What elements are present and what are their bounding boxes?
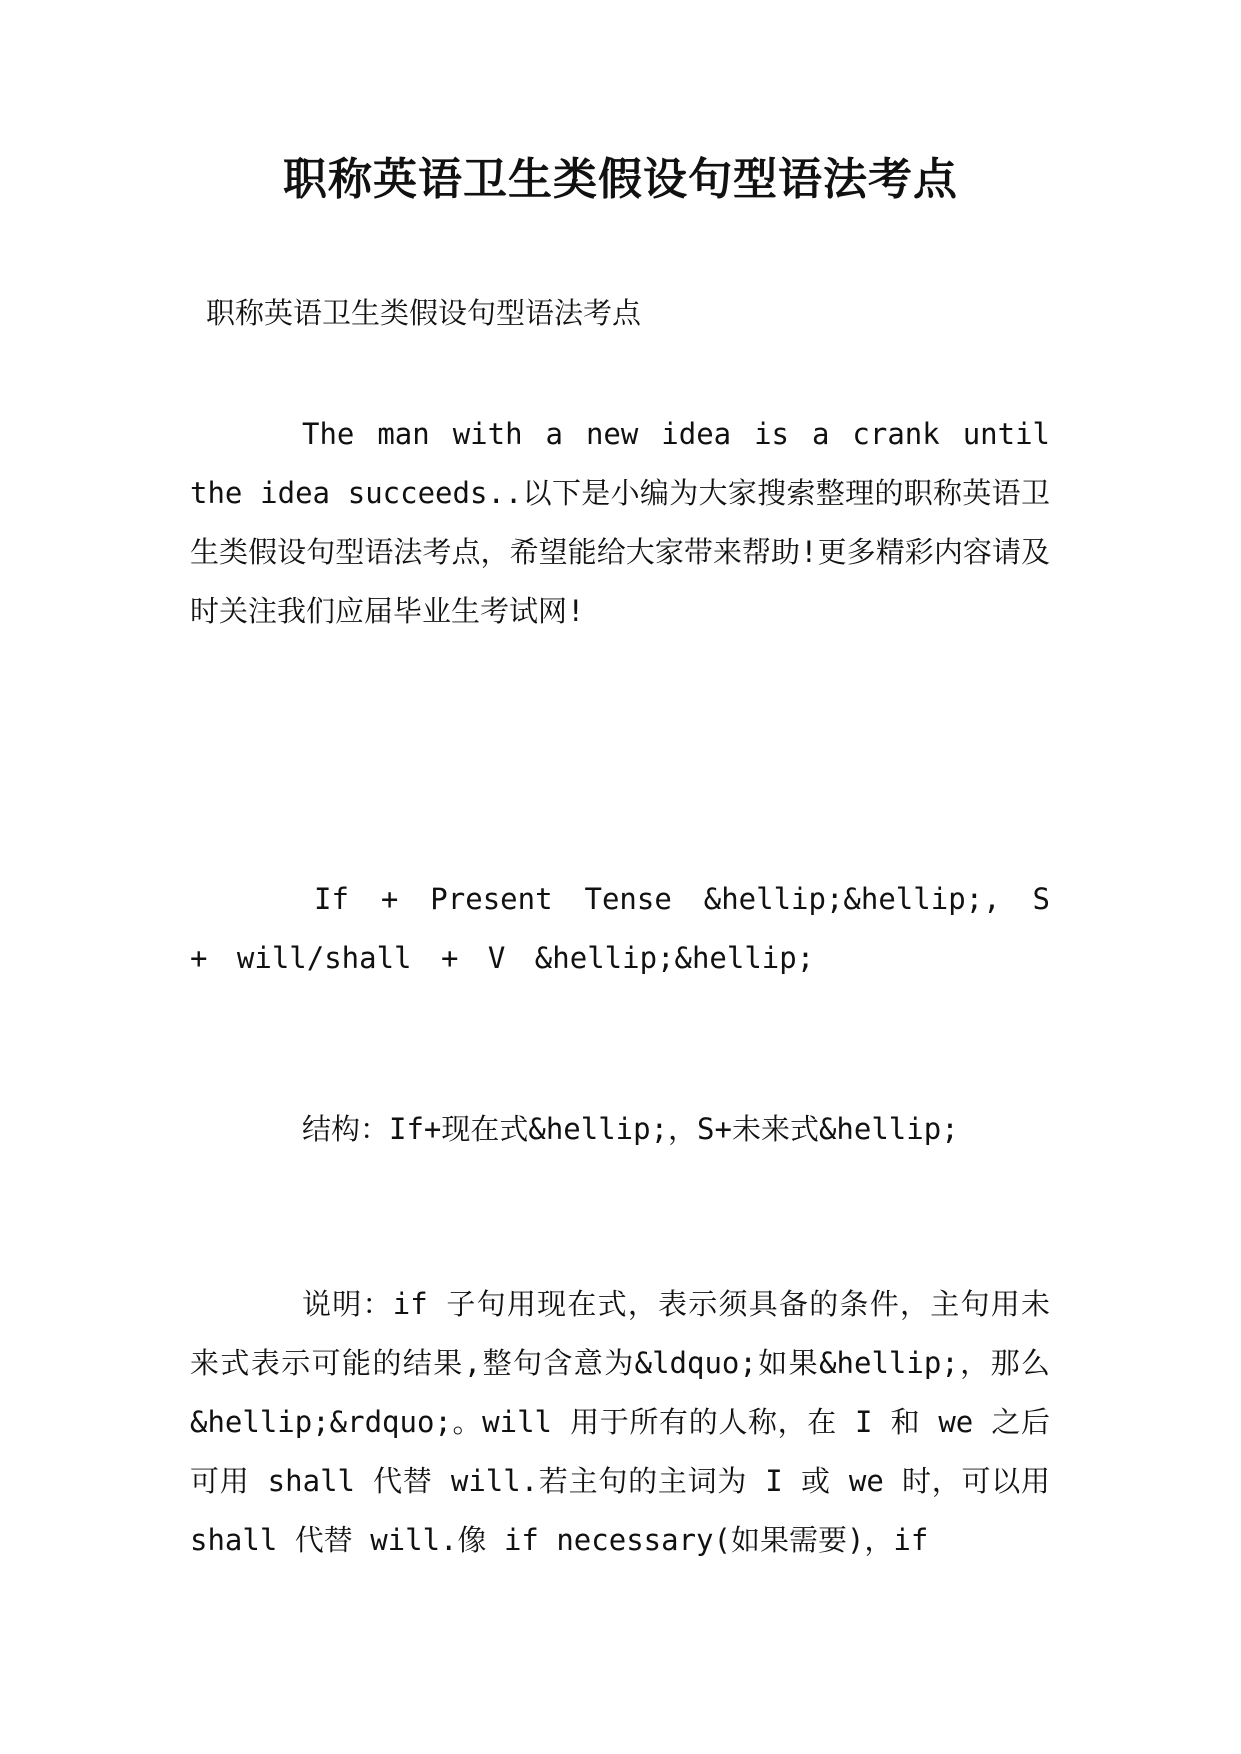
document-subtitle: 职称英语卫生类假设句型语法考点 xyxy=(206,296,642,330)
intro-paragraph: The man with a new idea is a crank until the idea succeeds..以下是小编为大家搜索整理的职称英语卫生类假设句型语法考点，希望能给大家带来帮助!更多精彩内容请及时关注我们应届毕业生考试网! xyxy=(190,417,1050,628)
document-title: 职称英语卫生类假设句型语法考点 xyxy=(283,154,958,205)
structure-paragraph: 结构：If+现在式&hellip;，S+未来式&hellip; xyxy=(302,1112,959,1146)
formula-paragraph: If + Present Tense &hellip;&hellip;, S + will/shall + V &hellip;&hellip; xyxy=(190,882,1050,975)
explanation-paragraph: 说明：if 子句用现在式，表示须具备的条件，主句用未来式表示可能的结果,整句含意为&ldquo;如果&hellip;，那么&hellip;&rdquo;。will 用于所有的人称，在 I 和 we 之后可用 shall 代替 will.若主句的主词为 I 或 we 时，可以用 shall 代替 will.像 if necessary(如果需要)，if xyxy=(190,1287,1050,1557)
